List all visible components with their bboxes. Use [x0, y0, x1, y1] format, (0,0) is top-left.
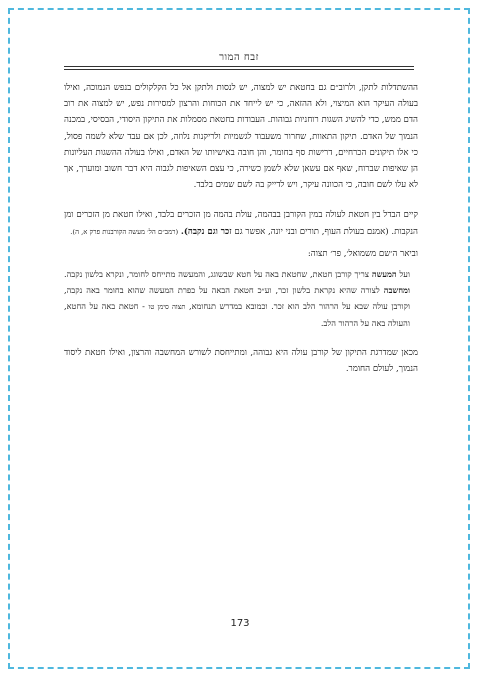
paragraph-2-bold: זכר וגם נקבה).	[180, 226, 232, 237]
body-text	[64, 80, 418, 377]
header-rule-top	[64, 66, 414, 67]
page-number: 173	[230, 618, 250, 629]
quote-part-1: ועל	[399, 269, 411, 280]
quote-bold-1: המעשה	[371, 269, 397, 280]
paragraph-2-reference: (רמב״ם הל׳ מעשה הקורבנות פרק א, ה).	[70, 227, 179, 236]
header-title: זבח המור	[219, 52, 259, 63]
header-rule-bottom	[64, 69, 414, 70]
paragraph-3: וביאר ה׳שם משמואל׳, פר׳ תצוה:	[307, 248, 418, 259]
quote-bold-2: ומחשבה	[383, 285, 410, 296]
paragraph-2	[64, 207, 418, 239]
quote-part-3: לצורה שהיא נקראת בלשון זכר, וע״כ חטאת הבאה על כפרת המעשה שהוא בחומר באה נקבה, וקורבן עולה שבא על הרהור הלב הוא זכר. וכמובא במדרש תנחומא,	[64, 285, 410, 312]
paragraph-4: מכאן שמדרגת התיקון של קורבן עולה היא גבוהה, ומתייחסת לשורש המחשבה והרצון, ואילו חטאת ליסוד הנמוך, לעולם החומר.	[64, 348, 418, 375]
paragraph-2-text: קיים הבדל בין חטאת לעולה במין הקורבן בבהמה, עולת בהמה מן הזכרים בלבד, ואילו חטאת מן הזכרים ומן הנקבות. (אמנם בעולת העוף, תורים ובני יונה, אפשר גם	[64, 210, 418, 237]
quote-block	[64, 266, 418, 331]
quote-part-2: צריך קורבן חטאת, שחטאת באה על חטא שבשוגג, והמעשה מתייחס לחומר, ונקרא בלשון נקבה.	[64, 269, 370, 280]
paragraph-1: ההשתדלות לתקן, ולרוב״ם גם בחטאת יש למצוה, יש לנסות ולתקן אל כל הקלקולים בנפש הנמוכה, ואילו בעולה העיקר הוא המיצוי, ולא ההזאה, כי יש לייחד את הכוחות והרצון למסירות נפש, יש למצוה את רוב הדם ממש, כדי להשיג השגות רוחניות גבוהות. העבודות בחטאת מסמלות את התיקון היסודי, הבסיסי, במכנה הנמוך של האדם. תיקון התאוות, שחרור משעבוד לגשמיות ולריקנות נלוזה, לכן אם עבד שלא לשמה פסול, כי אלו תיקונים הכרחיים, דרישות סף בחומר, והן חובה באישיותו של האדם, ואילו בעולה ההשגות העליונות הן שאיפות שברוח, שאף אם עשאן שלא לשמן כשירה, כי עצם השאיפות לגבוה היא דבר חשוב ומוערך, אך לא עלו לשם חובה, כי הכוונה עיקר, ויש לדייק בה לשם שמים בלבד.	[64, 83, 418, 191]
quote-reference: תצוה סימן טו	[148, 303, 186, 312]
running-header	[64, 52, 414, 70]
quote-part-4: - חטאת באה על החטא, והעולה באה על הרהור הלב.	[64, 301, 410, 329]
